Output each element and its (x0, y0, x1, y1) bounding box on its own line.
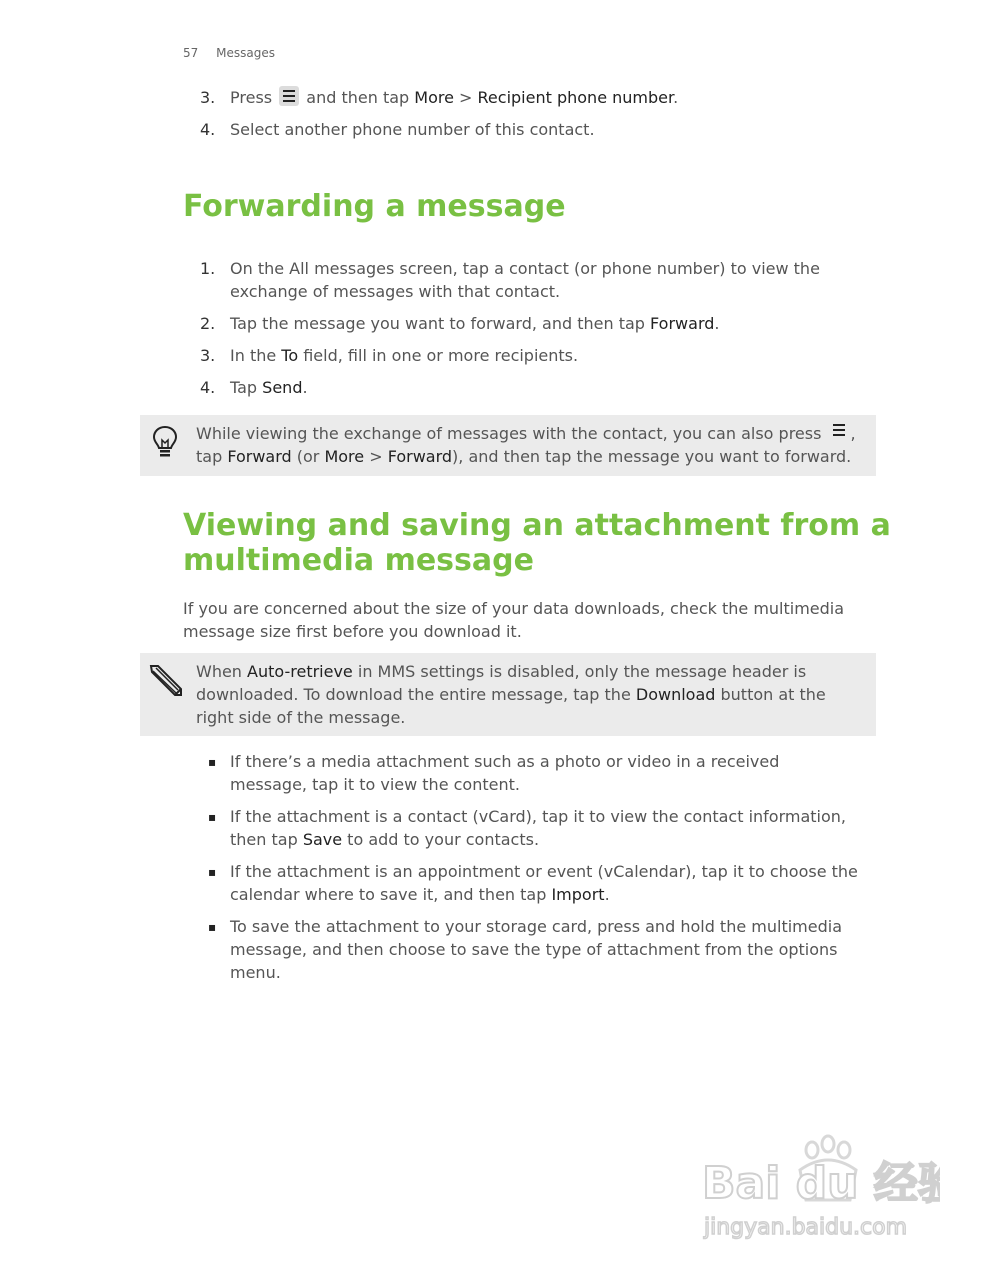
menu-icon (279, 86, 299, 106)
step-text: field, fill in one or more recipients. (298, 346, 579, 365)
section-name: Messages (216, 46, 275, 60)
bullet-text: . (604, 885, 610, 904)
tip-text-part: While viewing the exchange of messages with the contact, you can also press (196, 424, 827, 443)
bullet-text: If the attachment is a contact (vCard), tap it to view the contact information, then tap (230, 807, 847, 849)
note-text-part: When (196, 662, 248, 681)
step-number: 4. (200, 378, 216, 397)
bullet-marker: ▪ (208, 810, 217, 824)
forward-label: Forward (227, 447, 292, 466)
title-line: multimedia message (183, 543, 534, 578)
bullet-text: If there’s a media attachment such as a photo or video in a received message, tap it to view the content. (230, 752, 780, 794)
step-number: 4. (200, 120, 216, 139)
step-number: 2. (200, 314, 216, 333)
menu-icon (829, 422, 849, 442)
step-number: 1. (200, 259, 216, 278)
more-label: More (324, 447, 365, 466)
lightbulb-icon (152, 425, 178, 463)
list-item (200, 805, 860, 851)
tip-text-part: ), and then tap the message you want to forward. (452, 447, 852, 466)
note-text-part: button at the right side of the message. (196, 685, 826, 727)
list-item (200, 860, 860, 906)
tip-text (196, 422, 858, 468)
step-text: . (673, 88, 679, 107)
list-item (200, 376, 860, 399)
step-text: Press (230, 88, 278, 107)
tip-text-part: (or (291, 447, 325, 466)
attachment-bullets-list (200, 750, 860, 993)
note-text (196, 660, 858, 729)
bullet-marker: ▪ (208, 920, 217, 934)
step-text: > (453, 88, 478, 107)
section-title-attachment (183, 508, 891, 578)
step-text: . (302, 378, 308, 397)
step-text: . (714, 314, 720, 333)
step-text: Tap (230, 378, 263, 397)
pencil-icon (148, 663, 184, 701)
auto-retrieve-label: Auto-retrieve (247, 662, 353, 681)
recipient-phone-label: Recipient phone number (477, 88, 674, 107)
note-text-part: in MMS settings is disabled, only the message header is downloaded. To download the entire message, tap the (196, 662, 807, 704)
step-text: and then tap (301, 88, 415, 107)
tip-text-part: , tap (196, 424, 856, 466)
list-item (200, 257, 860, 303)
step-number: 3. (200, 346, 216, 365)
step-text: In the (230, 346, 282, 365)
watermark-logo: Bai du 经验 (702, 1158, 940, 1209)
baidu-watermark (700, 1130, 940, 1254)
top-steps-list (200, 86, 678, 150)
tip-box (140, 415, 876, 476)
forward-label: Forward (387, 447, 453, 466)
to-label: To (281, 346, 299, 365)
intro-paragraph: If you are concerned about the size of your data downloads, check the multimedia message size first before you download it. (183, 599, 845, 641)
step-text: Tap the message you want to forward, and then tap (230, 314, 651, 333)
list-item (200, 750, 860, 796)
watermark-url: jingyan.baidu.com (704, 1215, 908, 1240)
save-label: Save (302, 830, 343, 849)
page-number: 57 (183, 46, 199, 60)
import-label: Import (551, 885, 605, 904)
note-box (140, 653, 876, 736)
more-label: More (414, 88, 454, 107)
list-item (200, 312, 860, 335)
step-text: Select another phone number of this contact. (230, 120, 595, 139)
section-title-forwarding: Forwarding a message (183, 189, 566, 224)
list-item (200, 118, 678, 141)
page-header (183, 46, 275, 60)
list-item (200, 915, 860, 984)
forwarding-steps-list (200, 257, 860, 408)
step-number: 3. (200, 88, 216, 107)
tip-text-part: > (364, 447, 388, 466)
bullet-marker: ▪ (208, 865, 217, 879)
download-label: Download (635, 685, 716, 704)
title-line: Viewing and saving an attachment from a (183, 508, 891, 543)
bullet-text: to add to your contacts. (342, 830, 540, 849)
bullet-text: If the attachment is an appointment or event (vCalendar), tap it to choose the calendar where to save it, and then tap (230, 862, 858, 904)
list-item (200, 344, 860, 367)
send-label: Send (262, 378, 303, 397)
bullet-marker: ▪ (208, 755, 217, 769)
forward-label: Forward (650, 314, 715, 333)
step-text: On the All messages screen, tap a contact (or phone number) to view the exchange of messages with that contact. (230, 259, 820, 301)
bullet-text: To save the attachment to your storage card, press and hold the multimedia message, and then choose to save the type of attachment from the options menu. (230, 917, 842, 982)
list-item (200, 86, 678, 109)
